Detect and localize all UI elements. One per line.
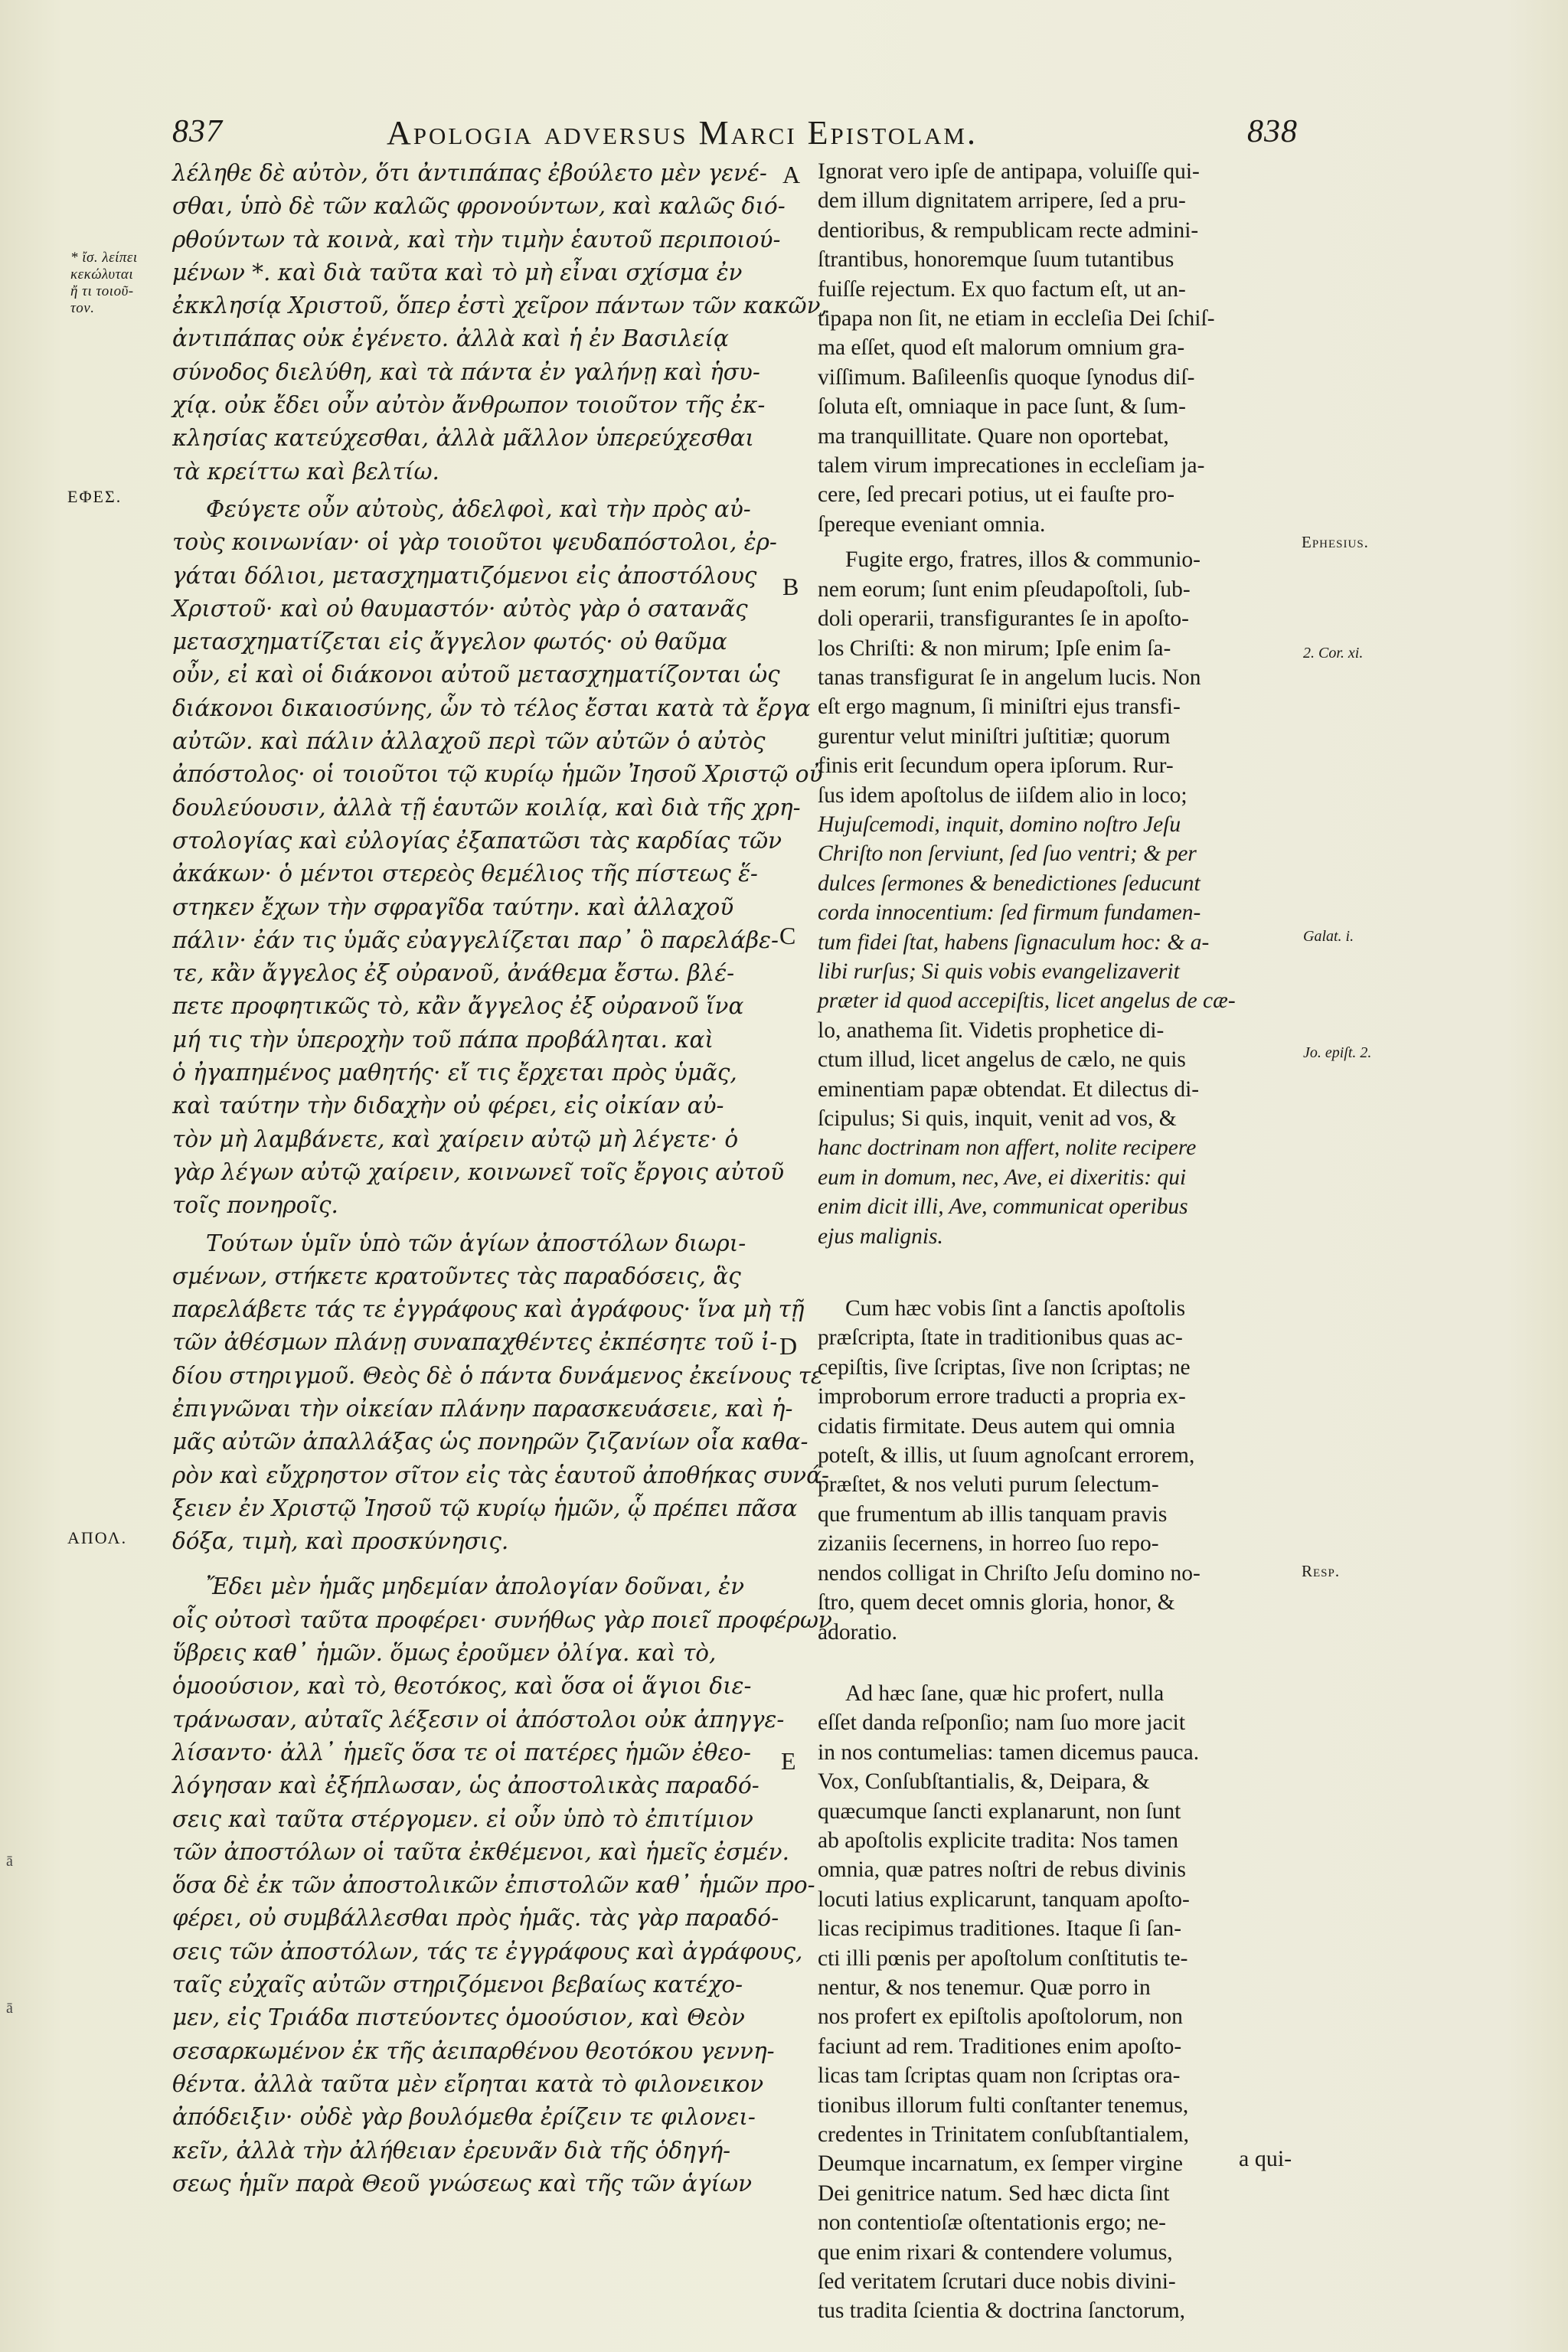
- text-line: ſpereque eveniant omnia.: [818, 511, 1046, 537]
- text-line: in nos contumelias: tamen dicemus pauca.: [818, 1740, 1200, 1765]
- text-line: ἀντιπάπας οὐκ ἐγένετο. ἀλλὰ καὶ ἡ ἐν Βασιλείᾳ: [172, 325, 729, 352]
- text-line: Fugite ergo, fratres, illos & communio-: [845, 547, 1201, 573]
- text-line: Χριστοῦ· καὶ οὐ θαυμαστόν· αὐτὸς γὰρ ὁ σατανᾶς: [172, 595, 748, 622]
- section-marker-b: B: [782, 573, 799, 600]
- text-line: tus tradita ſcientia & doctrina ſanctorum,: [818, 2298, 1186, 2324]
- text-line: præſtet, & nos veluti purum ſelectum-: [818, 1472, 1159, 1498]
- text-line: μένων *. καὶ διὰ ταῦτα καὶ τὸ μὴ εἶναι σχίσμα ἐν: [172, 259, 743, 286]
- text-line: ὁ ἠγαπημένος μαθητής· εἴ τις ἔρχεται πρὸς ὑμᾶς,: [172, 1060, 737, 1086]
- page-number-left: 837: [172, 114, 223, 149]
- text-line: θέντα. ἀλλὰ ταῦτα μὲν εἴρηται κατὰ τὸ φιλονεικον: [172, 2070, 764, 2097]
- text-line: Cum hæc vobis ſint a ſanctis apoſtolis: [845, 1296, 1186, 1321]
- text-line: Deumque incarnatum, ex ſemper virgine: [818, 2151, 1184, 2177]
- text-line: nentur, & nos tenemur. Quæ porro in: [818, 1975, 1151, 2000]
- text-line: ἀπόδειξιν· οὐδὲ γὰρ βουλόμεθα ἐρίζειν τε φιλονει-: [172, 2104, 756, 2131]
- text-line: viſſimum. Baſileenſis quoque ſynodus diſ-: [818, 364, 1195, 390]
- text-line: non contentioſæ oſtentationis ergo; ne-: [818, 2210, 1166, 2236]
- text-line: ſed veritatem ſcrutari duce nobis divini-: [818, 2269, 1176, 2295]
- text-line: ma eſſet, quod eſt malorum omnium gra-: [818, 335, 1185, 361]
- text-line: ſcipulus; Si quis, inquit, venit ad vos, &: [818, 1106, 1177, 1131]
- text-line: πετε προφητικῶς τὸ, κἂν ἄγγελος ἐξ οὐρανοῦ ἵνα: [172, 993, 744, 1020]
- reference-jo-epist: Jo. epiſt. 2.: [1303, 1044, 1372, 1061]
- text-line: καὶ ταύτην τὴν διδαχὴν οὐ φέρει, εἰς οἰκίαν αὐ-: [172, 1093, 724, 1119]
- text-line: ταῖς εὐχαῖς αὐτῶν στηριζόμενοι βεβαίως κατέχο-: [172, 1971, 743, 1998]
- greek-paragraph-2: [172, 493, 823, 1223]
- text-line: cti illi pœnis per apoſtolum conſtitutis te-: [818, 1945, 1188, 1971]
- text-line: Φεύγετε οὖν αὐτοὺς, ἀδελφοὶ, καὶ τὴν πρὸς αὐ-: [206, 495, 751, 522]
- section-marker-a: A: [782, 161, 801, 188]
- text-line: οἷς οὐτοσὶ ταῦτα προφέρει· συνήθως γὰρ ποιεῖ προφέρων: [172, 1606, 832, 1633]
- text-line: τῶν ἀποστόλων οἱ ταῦτα ἐκθέμενοι, καὶ ἡμεῖς ἐσμέν.: [172, 1838, 789, 1865]
- text-line: ab apoſtolis explicite tradita: Nos tamen: [818, 1828, 1179, 1853]
- latin-paragraph-2: [818, 545, 1302, 1251]
- text-line: eum in domum, nec, Ave, ei dixeritis: qui: [818, 1165, 1187, 1190]
- text-line: ὅσα δὲ ἐκ τῶν ἀποστολικῶν ἐπιστολῶν καθ᾽ ἡμῶν προ-: [172, 1872, 815, 1899]
- text-line: faciunt ad rem. Traditiones enim apoſto-: [818, 2034, 1182, 2059]
- text-line: Chriſto non ſerviunt, ſed ſuo ventri; & per: [818, 841, 1197, 867]
- text-line: præſcripta, ſtate in traditionibus quas ac-: [818, 1325, 1183, 1351]
- greek-paragraph-3: [172, 1227, 829, 1559]
- catchword: a qui-: [1239, 2146, 1292, 2171]
- text-line: ſtro, quem decet omnis gloria, honor, &: [818, 1590, 1175, 1615]
- text-line: σεις τῶν ἀποστόλων, τάς τε ἐγγράφους καὶ ἀγράφους,: [172, 1938, 803, 1965]
- text-line: poteſt, & illis, ut ſuum agnoſcant errorem,: [818, 1443, 1195, 1468]
- text-line: enim dicit illi, Ave, communicat operibus: [818, 1194, 1188, 1220]
- text-line: ἀκάκων· ὁ μέντοι στερεὸς θεμέλιος τῆς πίστεως ἕ-: [172, 861, 758, 887]
- margin-note-line: ἤ τι τοιοῦ-: [70, 283, 134, 299]
- text-line: Ad hæc ſane, quæ hic profert, nulla: [845, 1681, 1165, 1706]
- text-line: locuti latius explicarunt, tanquam apoſto-: [818, 1886, 1190, 1912]
- text-line: γάται δόλιοι, μετασχηματιζόμενοι εἰς ἀποστόλους: [172, 562, 757, 589]
- text-line: eſt ergo magnum, ſi miniſtri ejus transfi-: [818, 694, 1181, 720]
- reference-galat: Galat. i.: [1303, 928, 1354, 945]
- running-title: Apologia adversus Marci Epistolam.: [387, 114, 978, 152]
- text-line: eſſet danda reſponſio; nam ſuo more jacit: [818, 1710, 1186, 1736]
- text-line: ἐπιγνῶναι τὴν οἰκείαν πλάνην παρασκευάσειε, καὶ ἡ-: [172, 1395, 793, 1422]
- text-line: cidatis firmitate. Deus autem qui omnia: [818, 1413, 1175, 1439]
- text-line: Ἔδει μὲν ἡμᾶς μηδεμίαν ἀπολογίαν δοῦναι, ἐν: [206, 1573, 745, 1600]
- text-line: Hujuſcemodi, inquit, domino noſtro Jeſu: [818, 812, 1181, 837]
- text-line: credentes in Trinitatem conſubſtantialem,: [818, 2122, 1190, 2147]
- reference-2-cor: 2. Cor. xi.: [1303, 645, 1364, 662]
- greek-paragraph-1: [172, 157, 828, 488]
- text-line: ſtrantibus, honoremque ſuum tutantibus: [818, 247, 1174, 273]
- section-marker-e: E: [781, 1747, 796, 1775]
- text-line: tum fidei ſtat, habens ſignaculum hoc: & a-: [818, 929, 1210, 955]
- text-line: πάλιν· ἐάν τις ὑμᾶς εὐαγγελίζεται παρ᾽ ὃ παρελάβε-: [172, 926, 779, 953]
- text-line: τὰ κρείττω καὶ βελτίω.: [172, 458, 439, 485]
- text-line: licas recipimus traditiones. Itaque ſi ſan-: [818, 1916, 1182, 1942]
- speaker-ephesius-latin: Ephesius.: [1302, 533, 1369, 551]
- latin-paragraph-1: [818, 157, 1302, 539]
- latin-paragraph-4: [818, 1679, 1302, 2326]
- text-line: ejus malignis.: [818, 1223, 943, 1249]
- text-line: gurentur velut miniſtri juſtitiæ; quorum: [818, 724, 1171, 749]
- text-line: ſus idem apoſtolus de iiſdem alio in loco;: [818, 782, 1187, 808]
- text-line: σμένων, στήκετε κρατοῦντες τὰς παραδόσεις, ἃς: [172, 1263, 741, 1289]
- text-line: tipapa non ſit, ne etiam in eccleſia Dei ſchiſ-: [818, 306, 1215, 332]
- text-line: ξειεν ἐν Χριστῷ Ἰησοῦ τῷ κυρίῳ ἡμῶν, ᾧ πρέπει πᾶσα: [172, 1494, 798, 1521]
- text-line: improborum errore traducti a propria ex-: [818, 1384, 1186, 1410]
- text-line: παρελάβετε τάς τε ἐγγράφους καὶ ἀγράφους· ἵνα μὴ τῇ: [172, 1296, 805, 1323]
- text-line: τὸν μὴ λαμβάνετε, καὶ χαίρειν αὐτῷ μὴ λέγετε· ὁ: [172, 1125, 739, 1152]
- text-line: λέληθε δὲ αὐτὸν, ὅτι ἀντιπάπας ἐβούλετο μὲν γενέ-: [172, 160, 767, 186]
- text-line: τε, κἂν ἄγγελος ἐξ οὐρανοῦ, ἀνάθεμα ἔστω. βλέ-: [172, 960, 735, 987]
- text-line: λίσαντο· ἀλλ᾽ ἡμεῖς ὅσα τε οἱ πατέρες ἡμῶν ἐθεο-: [172, 1739, 751, 1766]
- text-line: lo, anathema ſit. Videtis prophetice di-: [818, 1018, 1165, 1043]
- text-line: doli operarii, transfigurantes ſe in apoſto-: [818, 606, 1189, 632]
- text-line: fuiſſe rejectum. Ex quo factum eſt, ut an-: [818, 276, 1186, 302]
- text-line: ρθούντων τὰ κοινὰ, καὶ τὴν τιμὴν ἑαυτοῦ περιποιού-: [172, 226, 781, 253]
- text-line: λόγησαν καὶ ἐξήπλωσαν, ὡς ἀποστολικὰς παραδό-: [172, 1772, 760, 1799]
- text-line: ma tranquillitate. Quare non oportebat,: [818, 423, 1169, 449]
- text-line: στηκεν ἔχων τὴν σφραγῖδα ταύτην. καὶ ἀλλαχοῦ: [172, 893, 734, 920]
- text-line: zizaniis ſecernens, in horreo ſuo repo-: [818, 1531, 1159, 1557]
- text-line: αὐτῶν. καὶ πάλιν ἀλλαχοῦ περὶ τῶν αὐτῶν ὁ αὐτὸς: [172, 728, 766, 755]
- text-line: τοῖς πονηροῖς.: [172, 1192, 338, 1219]
- text-line: κεῖν, ἀλλὰ τὴν ἀλήθειαν ἐρευνᾶν διὰ τῆς ὁδηγή-: [172, 2137, 731, 2164]
- text-line: talem virum imprecationes in eccleſiam ja-: [818, 453, 1205, 479]
- text-line: δόξα, τιμὴ, καὶ προσκύνησις.: [172, 1528, 509, 1555]
- text-line: que frumentum ab illis tanquam pravis: [818, 1501, 1168, 1527]
- text-line: Τούτων ὑμῖν ὑπὸ τῶν ἁγίων ἀποστόλων διωρι-: [206, 1230, 746, 1256]
- margin-note-line: κεκώλυται: [70, 266, 134, 283]
- text-line: σεσαρκωμένον ἐκ τῆς ἀειπαρθένου θεοτόκου γεννη-: [172, 2037, 775, 2064]
- text-line: ſoluta eſt, omniaque in pace ſunt, & ſum-: [818, 394, 1186, 420]
- text-line: dentioribus, & rempublicam recte admini-: [818, 217, 1199, 243]
- text-line: corda innocentium: ſed firmum fundamen-: [818, 900, 1201, 926]
- text-line: δουλεύουσιν, ἀλλὰ τῇ ἑαυτῶν κοιλίᾳ, καὶ διὰ τῆς χρη-: [172, 794, 801, 821]
- text-line: dem illum dignitatem arripere, ſed a pru-: [818, 188, 1186, 214]
- text-line: nendos colligat in Chriſto Jeſu domino no-: [818, 1560, 1200, 1586]
- text-line: τῶν ἀθέσμων πλάνῃ συναπαχθέντες ἐκπέσητε τοῦ ἰ-: [172, 1329, 778, 1356]
- section-marker-d: D: [779, 1332, 798, 1360]
- text-line: κλησίας κατεύχεσθαι, ἀλλὰ μᾶλλον ὑπερεύχεσθαι: [172, 425, 754, 452]
- text-line: ἐκκλησίᾳ Χριστοῦ, ὅπερ ἐστὶ χεῖρον πάντων τῶν κακῶν,: [172, 292, 828, 319]
- text-line: nem eorum; ſunt enim pſeudapoſtoli, ſub-: [818, 577, 1191, 602]
- text-line: Ignorat vero ipſe de antipapa, voluiſſe qui-: [818, 159, 1200, 184]
- latin-paragraph-3: [818, 1294, 1302, 1647]
- text-line: licas tam ſcriptas quam non ſcriptas ora-: [818, 2063, 1181, 2089]
- text-line: cere, ſed precari potius, ut ei fauſte pro-: [818, 482, 1175, 508]
- text-line: μή τις τὴν ὑπεροχὴν τοῦ πάπα προβάληται. καὶ: [172, 1026, 714, 1053]
- text-line: ctum illud, licet angelus de cælo, ne quis: [818, 1047, 1186, 1073]
- text-line: στολογίας καὶ εὐλογίας ἐξαπατῶσι τὰς καρδίας τῶν: [172, 827, 782, 854]
- speaker-ephesius-greek: ΕΦΕΣ.: [67, 487, 122, 506]
- greek-paragraph-4: [172, 1570, 832, 2200]
- text-line: ὕβρεις καθ᾽ ἡμῶν. ὅμως ἐροῦμεν ὀλίγα. καὶ τὸ,: [172, 1640, 717, 1667]
- text-line: ρὸν καὶ εὔχρηστον σῖτον εἰς τὰς ἑαυτοῦ ἀποθήκας συνά-: [172, 1462, 829, 1488]
- greek-margin-note: [70, 250, 138, 317]
- latin-column: [818, 157, 1302, 2326]
- text-line: ἀπόστολος· οἱ τοιοῦτοι τῷ κυρίῳ ἡμῶν Ἰησοῦ Χριστῷ οὐ: [172, 761, 823, 788]
- margin-note-line: * ἴσ. λείπει: [70, 250, 138, 266]
- section-marker-c: C: [779, 922, 796, 949]
- text-line: hanc doctrinam non affert, nolite recipere: [818, 1135, 1197, 1161]
- text-line: τοὺς κοινωνίαν· οἱ γὰρ τοιοῦτοι ψευδαπόστολοι, ἐρ-: [172, 529, 777, 556]
- margin-note-line: τον.: [70, 300, 95, 316]
- text-line: libi rurſus; Si quis vobis evangelizaverit: [818, 959, 1180, 984]
- text-line: φέρει, οὐ συμβάλλεσθαι πρὸς ἡμᾶς. τὰς γὰρ παραδό-: [172, 1905, 779, 1932]
- text-line: Dei genitrice natum. Sed hæc dicta ſint: [818, 2180, 1170, 2206]
- text-line: χίᾳ. οὐκ ἔδει οὖν αὐτὸν ἄνθρωπον τοιοῦτον τῆς ἐκ-: [172, 392, 766, 419]
- text-line: σεως ἡμῖν παρὰ Θεοῦ γνώσεως καὶ τῆς τῶν ἁγίων: [172, 2170, 753, 2197]
- text-line: præter id quod accepiſtis, licet angelus de cæ-: [818, 988, 1236, 1014]
- text-line: eminentiam papæ obtendat. Et dilectus di-: [818, 1076, 1200, 1102]
- text-line: Vox, Conſubſtantialis, &, Deipara, &: [818, 1769, 1150, 1795]
- text-line: omnia, quæ patres noſtri de rebus divinis: [818, 1857, 1186, 1883]
- text-line: quæcumque ſancti explanarunt, non ſunt: [818, 1798, 1181, 1824]
- text-line: los Chriſti: & non mirum; Ipſe enim ſa-: [818, 635, 1171, 661]
- text-line: μᾶς αὐτῶν ἀπαλλάξας ὡς πονηρῶν ζιζανίων οἷα καθα-: [172, 1429, 808, 1455]
- text-line: διάκονοι δικαιοσύνης, ὧν τὸ τέλος ἔσται κατὰ τὰ ἔργα: [172, 694, 811, 721]
- text-line: tanas transfigurat ſe in angelum lucis. Non: [818, 665, 1201, 690]
- text-line: μεν, εἰς Τριάδα πιστεύοντες ὁμοούσιον, καὶ Θεὸν: [172, 2004, 745, 2031]
- page-number-right: 838: [1247, 114, 1298, 149]
- text-line: τράνωσαν, αὐταῖς λέξεσιν οἱ ἀπόστολοι οὐκ ἀπηγγε-: [172, 1706, 785, 1733]
- text-line: σθαι, ὑπὸ δὲ τῶν καλῶς φρονούντων, καὶ καλῶς διό-: [172, 193, 786, 220]
- text-line: δίου στηριγμοῦ. Θεὸς δὲ ὁ πάντα δυνάμενος ἐκείνους τε: [172, 1362, 823, 1389]
- text-line: σεις καὶ ταῦτα στέργομεν. εἰ οὖν ὑπὸ τὸ ἐπιτίμιον: [172, 1805, 753, 1832]
- text-line: tionibus illorum fulti conſtanter tenemus,: [818, 2092, 1189, 2118]
- greek-column: [172, 157, 832, 2200]
- text-line: finis erit ſecundum opera ipſorum. Rur-: [818, 753, 1174, 779]
- text-line: μετασχηματίζεται εἰς ἄγγελον φωτός· οὐ θαῦμα: [172, 629, 727, 655]
- text-line: σύνοδος διελύθη, καὶ τὰ πάντα ἐν γαλήνῃ καὶ ἡσυ-: [172, 358, 760, 385]
- text-line: ὁμοούσιον, καὶ τὸ, θεοτόκος, καὶ ὅσα οἱ ἅγιοι διε-: [172, 1673, 752, 1700]
- edge-mark: ā: [6, 1853, 13, 1870]
- edge-mark: ā: [6, 2000, 13, 2017]
- text-line: que enim rixari & contendere volumus,: [818, 2239, 1173, 2265]
- text-line: dulces ſermones & benedictiones ſeducunt: [818, 871, 1200, 896]
- speaker-apologia-greek: ΑΠΟΛ.: [67, 1528, 128, 1547]
- text-line: γὰρ λέγων αὐτῷ χαίρειν, κοινωνεῖ τοῖς ἔργοις αὐτοῦ: [172, 1158, 785, 1185]
- text-line: cepiſtis, ſive ſcriptas, ſive non ſcriptas; ne: [818, 1354, 1191, 1380]
- text-line: οὖν, εἰ καὶ οἱ διάκονοι αὐτοῦ μετασχηματίζονται ὡς: [172, 662, 780, 688]
- text-line: adoratio.: [818, 1619, 898, 1645]
- speaker-resp-latin: Resp.: [1302, 1562, 1341, 1580]
- text-line: nos profert ex epiſtolis apoſtolorum, non: [818, 2004, 1183, 2030]
